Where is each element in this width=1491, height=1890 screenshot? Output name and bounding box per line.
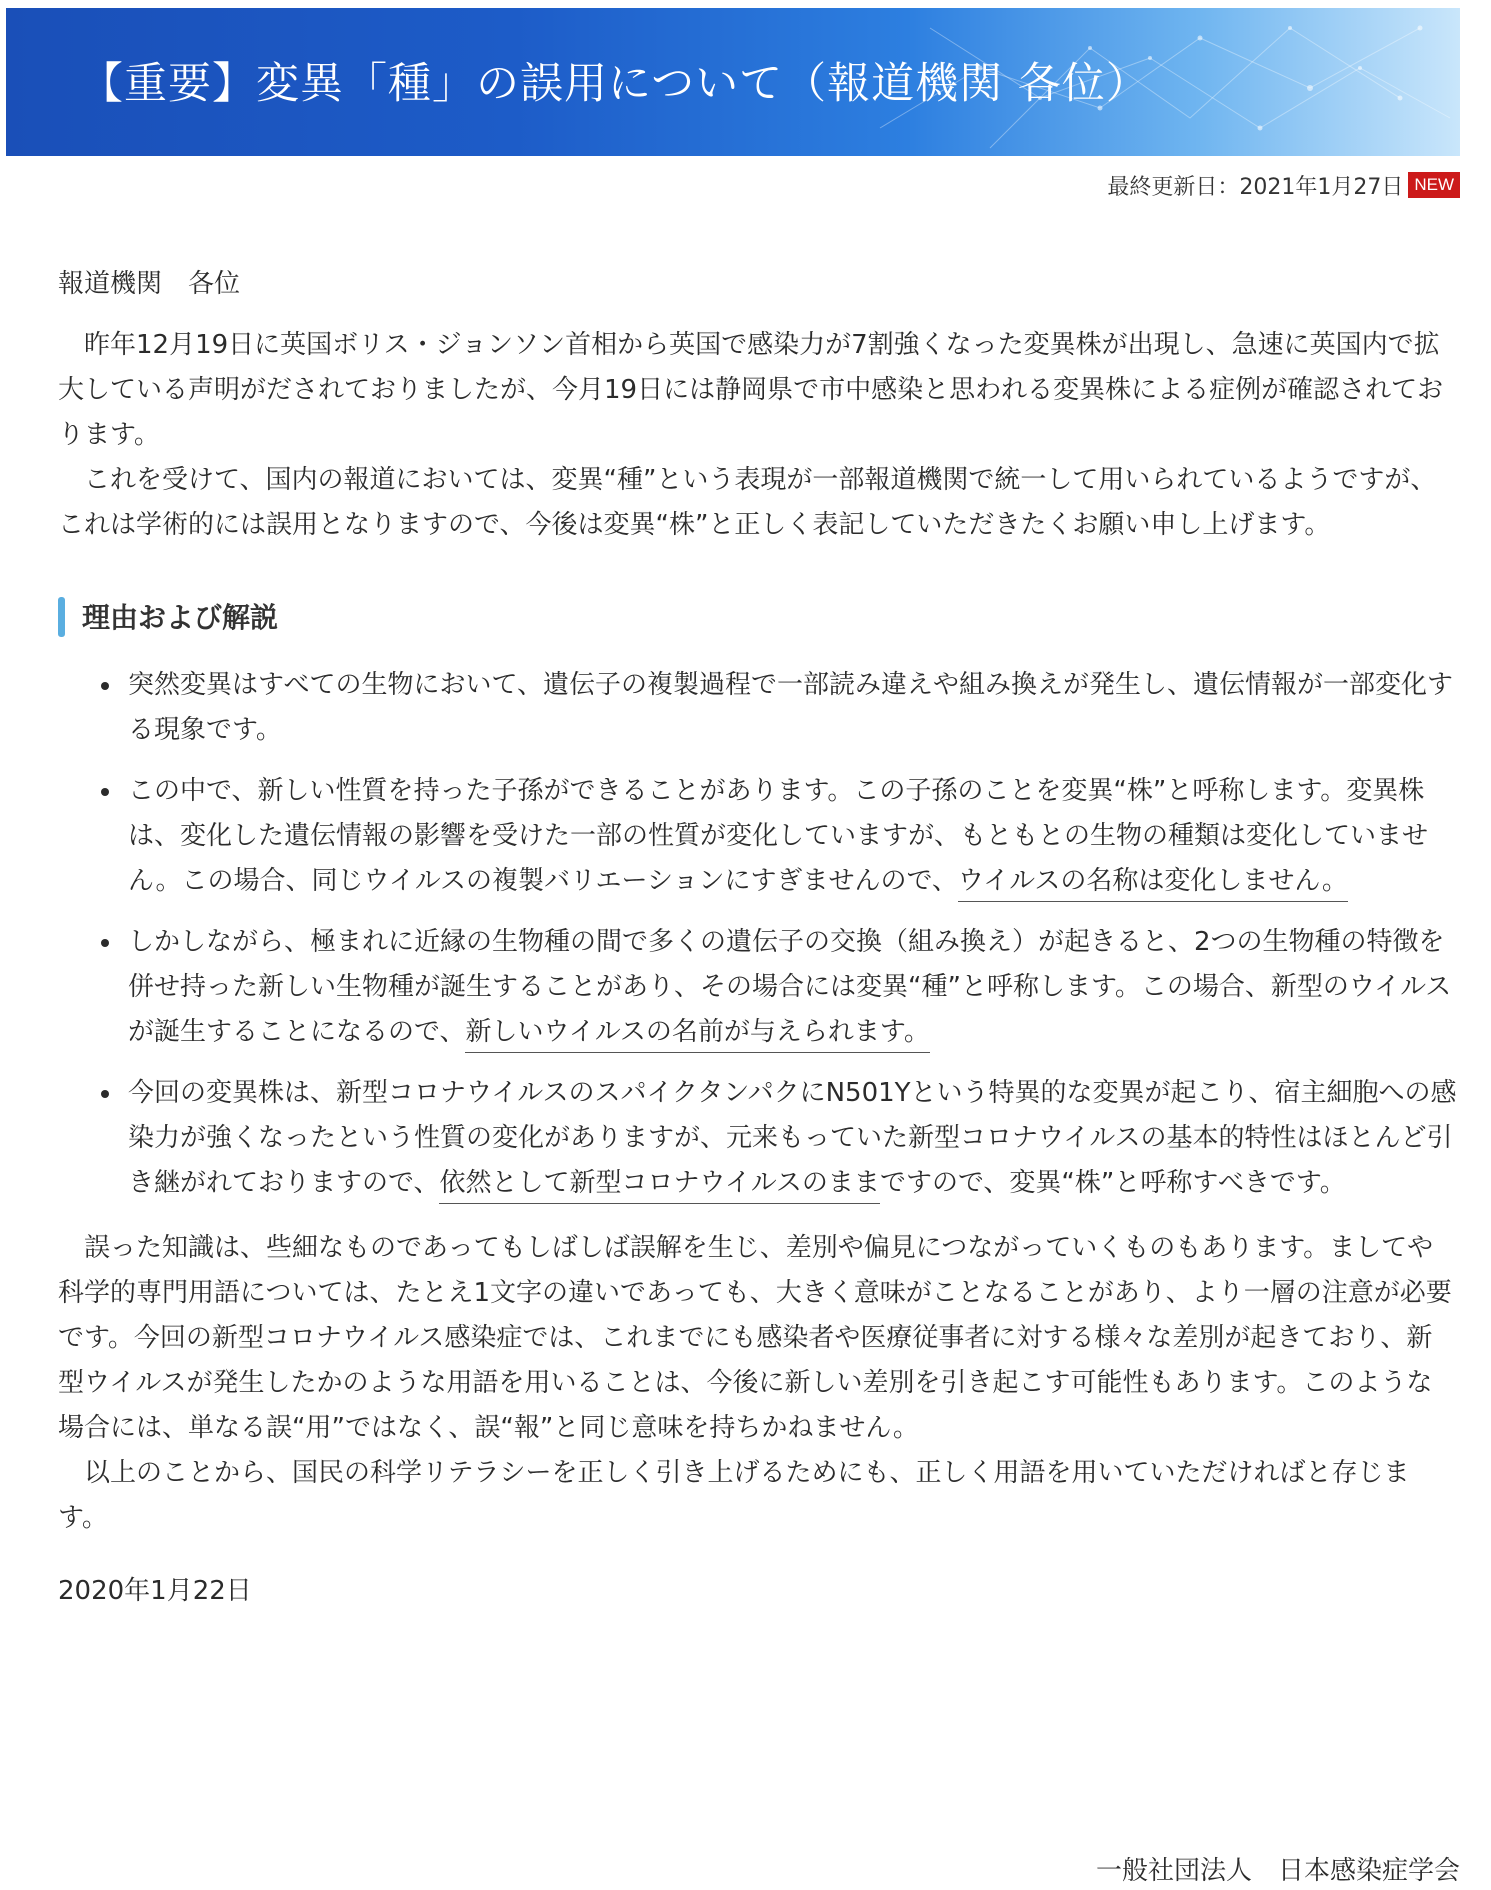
signature: 一般社団法人 日本感染症学会 xyxy=(1095,1856,1460,1886)
closing-paragraph-2: 以上のことから、国民の科学リテラシーを正しく引き上げるためにも、正しく用語を用いていただければと存じます。 xyxy=(58,1458,1410,1533)
list-item xyxy=(128,769,1458,904)
addressee: 報道機関 各位 xyxy=(58,269,241,299)
last-updated-date: 2021年1月27日 xyxy=(1239,174,1404,200)
intro-paragraph-2: これを受けて、国内の報道においては、変異“種”という表現が一部報道機関で統一して用いられているようですが、これは学術的には誤用となりますので、今後は変異“株”と正しく表記していただきたくお願い申し上げます。 xyxy=(58,465,1437,540)
list-item xyxy=(128,1071,1458,1206)
article-body xyxy=(58,262,1458,1614)
underlined-text: 依然として新型コロナウイルスのまま xyxy=(439,1168,879,1204)
new-badge: NEW xyxy=(1408,172,1460,198)
list-item-tail: ですので、変異“株”と呼称すべきです。 xyxy=(879,1168,1346,1198)
last-updated-label: 最終更新日： xyxy=(1107,174,1240,200)
closing-paragraph-1: 誤った知識は、些細なものであってもしばしば誤解を生じ、差別や偏見につながっていくものもあります。ましてや科学的専門用語については、たとえ1文字の違いであっても、大きく意味がことなることがあり、より一層の注意が必要です。今回の新型コロナウイルス感染症では、これまでにも感染者や医療従事者に対する様々な差別が起きており、新型ウイルスが発生したかのような用語を用いることは、今後に新しい差別を引き起こす可能性もあります。このような場合には、単なる誤“用”ではなく、誤“報”と同じ意味を持ちかねません。 xyxy=(58,1233,1452,1443)
list-item-text: 突然変異はすべての生物において、遺伝子の複製過程で一部読み違えや組み換えが発生し、遺伝情報が一部変化する現象です。 xyxy=(128,670,1453,745)
underlined-text: ウイルスの名称は変化しません。 xyxy=(958,866,1348,902)
page-title: 【重要】変異「種」の誤用について（報道機関 各位） xyxy=(80,59,1150,109)
issue-date: 2020年1月22日 xyxy=(58,1576,252,1606)
intro-paragraph-1: 昨年12月19日に英国ボリス・ジョンソン首相から英国で感染力が7割強くなった変異株が出現し、急速に英国内で拡大している声明がだされておりましたが、今月19日には静岡県で市中感染と思われる変異株による症例が確認されております。 xyxy=(58,330,1444,450)
list-item-text: 今回の変異株は、新型コロナウイルスのスパイクタンパクにN501Yという特異的な変異が起こり、宿主細胞への感染力が強くなったという性質の変化がありますが、元来もっていた新型コロナウイルスの基本的特性はほとんど引き継がれておりますので、 xyxy=(128,1078,1457,1198)
list-item-text: しかしながら、極まれに近縁の生物種の間で多くの遺伝子の交換（組み換え）が起きると、2つの生物種の特徴を併せ持った新しい生物種が誕生することがあり、その場合には変異“種”と呼称します。この場合、新型のウイルスが誕生することになるので、 xyxy=(128,927,1452,1047)
list-item xyxy=(128,920,1458,1055)
list-item-text: この中で、新しい性質を持った子孫ができることがあります。この子孫のことを変異“株”と呼称します。変異株は、変化した遺伝情報の影響を受けた一部の性質が変化していますが、もともとの生物の種類は変化していません。この場合、同じウイルスの複製バリエーションにすぎませんので、 xyxy=(128,776,1429,896)
section-heading: 理由および解説 xyxy=(58,593,1458,643)
underlined-text: 新しいウイルスの名前が与えられます。 xyxy=(465,1017,929,1053)
reasons-list xyxy=(58,663,1458,1206)
list-item xyxy=(128,663,1458,753)
header-banner xyxy=(6,8,1460,156)
last-updated xyxy=(1107,170,1460,200)
